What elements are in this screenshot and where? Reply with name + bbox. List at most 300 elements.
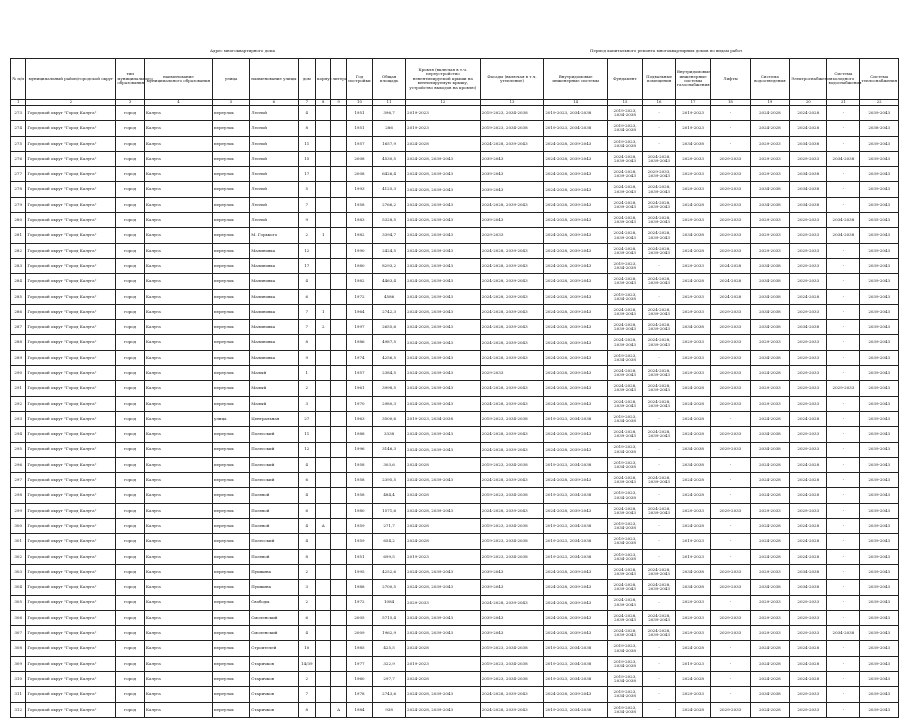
table-cell: 2019-2023, 2034-2038 (607, 121, 642, 136)
table-row (11, 197, 899, 212)
table-cell: 2029-2033 (676, 503, 711, 518)
table-cell: 2019-2023, 2034-2038 (607, 549, 642, 564)
table-cell: переулок (212, 457, 249, 472)
table-cell: город (116, 411, 145, 426)
table-row (11, 243, 899, 258)
table-cell: 2039-2043 (480, 610, 544, 625)
column-number: 7 (298, 100, 316, 106)
table-cell: 2024-2028 (676, 197, 711, 212)
table-cell: 2019-2023, 2034-2038 (480, 457, 544, 472)
table-cell: 2024-2028 (750, 411, 790, 426)
table-cell (316, 274, 331, 289)
table-row (11, 396, 899, 411)
table-cell: 2024-2028 (676, 519, 711, 534)
table-cell: 396,7 (373, 106, 406, 121)
table-cell: - (827, 457, 860, 472)
table-row (11, 289, 899, 304)
table-cell: Пушкина (250, 564, 298, 579)
table-cell: 2034-2038 (827, 213, 860, 228)
table-cell: Калуга (144, 656, 212, 671)
table-cell: 2024-2028, 2039-2043 (480, 503, 544, 518)
table-cell: 2019-2023, 2034-2038 (544, 488, 608, 503)
table-cell: 2024-2028 (750, 519, 790, 534)
table-cell: Городской округ "Город Калуга" (26, 258, 116, 273)
table-cell (331, 366, 346, 381)
table-cell: 1970 (346, 396, 372, 411)
column-header: Система холодного водоснабжения (827, 59, 860, 100)
table-cell (331, 473, 346, 488)
table-cell: 2024-2028, 2039-2043 (607, 228, 642, 243)
table-cell: город (116, 656, 145, 671)
table-cell: 1985 (346, 641, 372, 656)
table-cell: город (116, 350, 145, 365)
table-cell: 2024-2028, 2039-2043 (643, 564, 676, 579)
table-cell: 2019-2023 (676, 106, 711, 121)
table-cell: 2019-2023, 2034-2038 (480, 519, 544, 534)
table-cell: Калуга (144, 457, 212, 472)
table-cell: 3394,7 (373, 228, 406, 243)
table-cell: 2019-2023, 2034-2038 (480, 534, 544, 549)
table-cell: 2024-2028 (711, 258, 751, 273)
table-cell: Городской округ "Город Калуга" (26, 381, 116, 396)
table-cell: переулок (212, 121, 249, 136)
table-cell (316, 427, 331, 442)
table-cell (331, 381, 346, 396)
table-cell: Калуга (144, 671, 212, 686)
table-cell: 2029-2033, 2039-2043 (643, 167, 676, 182)
table-cell (331, 411, 346, 426)
table-cell: - (711, 671, 751, 686)
table-cell: Строителей (250, 641, 298, 656)
table-cell: 275 (11, 136, 26, 151)
table-cell: Калуга (144, 564, 212, 579)
table-cell: 2039-2043 (860, 610, 899, 625)
table-cell: 2034-2038 (750, 182, 790, 197)
table-cell: 2024-2028, 2039-2043 (480, 702, 544, 717)
table-cell: переулок (212, 366, 249, 381)
table-cell: 2024-2028, 2039-2043 (643, 213, 676, 228)
table-cell: переулок (212, 289, 249, 304)
table-cell: 286 (11, 304, 26, 319)
table-cell: 1983 (346, 213, 372, 228)
table-cell: город (116, 121, 145, 136)
table-cell: 2039-2043 (860, 503, 899, 518)
table-cell (331, 350, 346, 365)
table-cell: 2029-2033 (406, 595, 481, 610)
table-cell: - (711, 488, 751, 503)
table-cell: - (643, 289, 676, 304)
table-cell: 2029-2033 (750, 595, 790, 610)
table-cell: 14/39 (298, 656, 316, 671)
table-row (11, 442, 899, 457)
table-cell: - (643, 488, 676, 503)
table-cell: 1972 (346, 595, 372, 610)
table-cell: 2039-2043 (860, 136, 899, 151)
table-cell: переулок (212, 610, 249, 625)
table-row (11, 350, 899, 365)
table-cell: 2029-2033 (790, 610, 827, 625)
table-cell: 2 (298, 381, 316, 396)
table-cell: 2019-2023, 2034-2038 (607, 687, 642, 702)
table-cell: 2039-2043 (480, 564, 544, 579)
table-cell: 305 (11, 595, 26, 610)
table-cell: 2019-2023 (406, 549, 481, 564)
table-cell: 2029-2033 (711, 335, 751, 350)
table-cell: 2019-2023, 2034-2038 (544, 519, 608, 534)
table-cell: Калуга (144, 626, 212, 641)
table-cell: город (116, 702, 145, 717)
table-cell: улица (212, 411, 249, 426)
table-cell: Калуга (144, 197, 212, 212)
table-cell: 2019-2023, 2034-2038 (607, 671, 642, 686)
table-cell (316, 182, 331, 197)
table-cell: 282 (11, 243, 26, 258)
table-cell: - (643, 519, 676, 534)
table-cell: 2024-2028 (406, 136, 481, 151)
table-cell (316, 258, 331, 273)
column-header: литера (331, 59, 346, 100)
column-number: 9 (331, 100, 346, 106)
table-cell: 2039-2043 (860, 411, 899, 426)
table-row (11, 656, 899, 671)
table-cell: 2024-2028, 2039-2043 (406, 213, 481, 228)
table-cell (316, 564, 331, 579)
table-cell: 2024-2028, 2039-2043 (480, 595, 544, 610)
table-body (11, 106, 899, 718)
table-cell: город (116, 151, 145, 166)
table-cell: 2019-2023, 2034-2038 (607, 457, 642, 472)
table-cell: 300 (11, 519, 26, 534)
table-cell: 2024-2028 (750, 106, 790, 121)
table-cell: город (116, 610, 145, 625)
table-cell: 2039-2043 (860, 274, 899, 289)
table-cell: 2024-2028 (750, 671, 790, 686)
table-cell: 2008 (346, 151, 372, 166)
table-cell: 2039-2043 (860, 228, 899, 243)
table-cell: 2019-2023, 2034-2038 (607, 411, 642, 426)
table-cell: 2039-2043 (860, 687, 899, 702)
table-cell: 2034-2038 (676, 228, 711, 243)
table-cell: город (116, 228, 145, 243)
column-number: 21 (827, 100, 860, 106)
table-cell: переулок (212, 396, 249, 411)
table-cell: - (827, 182, 860, 197)
table-cell: Городской округ "Город Калуга" (26, 289, 116, 304)
table-cell: - (827, 595, 860, 610)
table-cell: - (827, 641, 860, 656)
table-cell (331, 488, 346, 503)
table-cell: 2039-2043 (480, 151, 544, 166)
table-cell (316, 626, 331, 641)
table-cell: 2024-2028 (790, 289, 827, 304)
table-cell: 2024-2028, 2039-2043 (607, 381, 642, 396)
table-cell: 2024-2028, 2039-2043 (607, 182, 642, 197)
table-row (11, 381, 899, 396)
table-row (11, 335, 899, 350)
table-cell: 4125,3 (373, 182, 406, 197)
table-cell: 2038-2043 (860, 121, 899, 136)
table-cell: 2029-2033 (711, 442, 751, 457)
table-cell: 2024-2028, 2039-2043 (607, 304, 642, 319)
table-cell: 2029-2033 (711, 626, 751, 641)
table-cell: 2034-2038 (750, 197, 790, 212)
table-cell: Городской округ "Город Калуга" (26, 641, 116, 656)
table-row (11, 534, 899, 549)
table-cell: 2039-2043 (480, 626, 544, 641)
table-row (11, 121, 899, 136)
table-cell: 2024-2028, 2039-2043 (480, 442, 544, 457)
table-cell: 3 (298, 580, 316, 595)
table-cell: город (116, 687, 145, 702)
table-cell: 2024-2028 (790, 534, 827, 549)
table-cell: 4586 (373, 289, 406, 304)
table-cell: переулок (212, 702, 249, 717)
table-cell: 1958 (346, 197, 372, 212)
table-cell: 2024-2028, 2039-2043 (480, 289, 544, 304)
table-cell: 4987,5 (373, 335, 406, 350)
table-cell: 2039-2043 (860, 320, 899, 335)
table-cell: 2024-2028, 2039-2043 (544, 228, 608, 243)
table-cell: Полесский (250, 534, 298, 549)
table-cell: 1960 (346, 671, 372, 686)
table-cell: Малиновка (250, 335, 298, 350)
table-cell: 2029-2033 (790, 427, 827, 442)
table-cell: Малиновка (250, 274, 298, 289)
table-row (11, 151, 899, 166)
table-cell: Пушкина (250, 580, 298, 595)
table-cell (316, 151, 331, 166)
table-cell: - (827, 121, 860, 136)
table-cell: переулок (212, 381, 249, 396)
table-cell: Смоленский (250, 610, 298, 625)
table-cell: 2029-2033 (790, 396, 827, 411)
table-cell: 2024-2028, 2039-2043 (480, 274, 544, 289)
table-cell (316, 289, 331, 304)
table-cell: 1959 (346, 534, 372, 549)
column-number: 5 (212, 100, 249, 106)
table-cell: Малиновка (250, 304, 298, 319)
table-cell: 1977 (346, 656, 372, 671)
table-cell (316, 473, 331, 488)
table-cell: город (116, 366, 145, 381)
column-number: 2 (26, 100, 116, 106)
table-cell: 2029-2033 (711, 228, 751, 243)
table-cell: 2024-2028, 2039-2043 (607, 167, 642, 182)
table-cell: Городской округ "Город Калуга" (26, 473, 116, 488)
table-cell: 2034-2038 (676, 580, 711, 595)
table-cell: 938 (373, 702, 406, 717)
table-cell: 17 (298, 258, 316, 273)
table-cell: Смоленский (250, 626, 298, 641)
table-cell: Калуга (144, 687, 212, 702)
table-cell: переулок (212, 656, 249, 671)
table-cell: 2019-2023, 2034-2038 (544, 671, 608, 686)
column-header: Подвальные помещения (643, 59, 676, 100)
table-cell: 2039-2043 (860, 641, 899, 656)
table-cell: 4 (298, 626, 316, 641)
table-cell: переулок (212, 534, 249, 549)
table-cell: 2024-2028, 2039-2043 (406, 626, 481, 641)
table-cell: 2024-2028 (790, 519, 827, 534)
table-cell: город (116, 519, 145, 534)
table-cell: 2024-2028 (750, 549, 790, 564)
table-cell: 2024-2028, 2039-2043 (544, 274, 608, 289)
table-cell: 2024-2028, 2039-2043 (406, 427, 481, 442)
table-cell: 2039-2043 (860, 106, 899, 121)
table-cell: 2024-2028, 2039-2043 (544, 503, 608, 518)
table-cell (331, 289, 346, 304)
table-cell: 2039-2043 (480, 213, 544, 228)
table-cell: 1961 (346, 381, 372, 396)
table-cell: Калуга (144, 427, 212, 442)
table-cell: 2024-2028, 2039-2043 (607, 396, 642, 411)
table-cell: - (827, 289, 860, 304)
table-cell: город (116, 213, 145, 228)
table-cell: 2024-2028, 2039-2043 (406, 151, 481, 166)
table-cell (331, 580, 346, 595)
table-cell: - (711, 519, 751, 534)
table-cell: город (116, 580, 145, 595)
table-cell: 2019-2023 (406, 656, 481, 671)
table-cell: 2024-2028, 2039-2043 (643, 503, 676, 518)
table-cell (331, 335, 346, 350)
table-cell: 2024-2028, 2039-2043 (480, 304, 544, 319)
table-cell: 2019-2023 (676, 121, 711, 136)
table-cell: Городской округ "Город Калуга" (26, 626, 116, 641)
table-cell: 2024-2028, 2039-2043 (480, 197, 544, 212)
table-cell: 4 (298, 519, 316, 534)
table-cell: Калуга (144, 580, 212, 595)
table-cell: - (827, 534, 860, 549)
table-row (11, 304, 899, 319)
table-row (11, 106, 899, 121)
table-cell (331, 534, 346, 549)
table-cell: переулок (212, 335, 249, 350)
table-cell (331, 243, 346, 258)
table-cell: 2029-2033 (790, 381, 827, 396)
table-cell: 302 (11, 549, 26, 564)
table-row (11, 580, 899, 595)
table-cell: Городской округ "Город Калуга" (26, 106, 116, 121)
table-cell: 2029-2033 (711, 167, 751, 182)
table-cell: 291 (11, 381, 26, 396)
column-header: улица (212, 59, 249, 100)
table-cell: Лесной (250, 213, 298, 228)
table-cell (331, 304, 346, 319)
table-cell: 2019-2023, 2034-2038 (544, 549, 608, 564)
table-cell: Лесной (250, 136, 298, 151)
table-cell (316, 243, 331, 258)
table-cell: 2039-2043 (860, 702, 899, 717)
table-cell: - (711, 136, 751, 151)
table-cell: 2029-2033 (711, 610, 751, 625)
column-number: 6 (250, 100, 298, 106)
column-header: корпус (316, 59, 331, 100)
table-cell: - (711, 595, 751, 610)
table-cell: 297 (11, 473, 26, 488)
table-cell: - (827, 671, 860, 686)
table-cell: 2024-2028, 2039-2043 (643, 228, 676, 243)
table-cell: город (116, 258, 145, 273)
table-cell: 425,5 (373, 641, 406, 656)
table-cell (316, 549, 331, 564)
repair-schedule-table (10, 58, 899, 718)
table-cell: 2019-2023, 2034-2038 (480, 411, 544, 426)
table-cell: 294 (11, 427, 26, 442)
table-cell: 2029-2033 (790, 213, 827, 228)
table-cell: 2039-2043 (860, 549, 899, 564)
table-cell: - (711, 687, 751, 702)
table-cell: 2743,6 (373, 687, 406, 702)
table-cell: Калуга (144, 151, 212, 166)
table-cell: 2029-2033 (711, 182, 751, 197)
table-cell: Городской округ "Город Калуга" (26, 366, 116, 381)
table-cell: Калуга (144, 213, 212, 228)
table-cell: 15 (298, 151, 316, 166)
table-cell (316, 457, 331, 472)
table-cell: Калуга (144, 274, 212, 289)
table-cell: 2039-2043 (860, 366, 899, 381)
table-cell: 2024-2028 (750, 702, 790, 717)
table-cell: 2024-2028 (790, 411, 827, 426)
table-cell: 2024-2028, 2039-2043 (607, 595, 642, 610)
table-cell (316, 656, 331, 671)
table-cell: Старичков (250, 702, 298, 717)
table-cell: - (827, 473, 860, 488)
table-cell: 1958 (346, 457, 372, 472)
table-cell: 2024-2028, 2039-2043 (544, 182, 608, 197)
table-cell: 2029-2033 (790, 243, 827, 258)
table-cell: Городской округ "Город Калуга" (26, 243, 116, 258)
table-cell: - (643, 121, 676, 136)
table-cell: 8293,2 (373, 258, 406, 273)
column-number: 13 (480, 100, 544, 106)
table-cell: 3 (298, 396, 316, 411)
table-cell: 278 (11, 182, 26, 197)
table-cell: 2029-2033 (750, 626, 790, 641)
table-cell: 2024-2028, 2039-2043 (544, 381, 608, 396)
table-cell: - (643, 549, 676, 564)
table-cell: 2024-2028, 2039-2043 (406, 274, 481, 289)
table-cell: 2024-2028 (676, 427, 711, 442)
table-cell: 2019-2023, 2034-2038 (607, 519, 642, 534)
table-cell: 2024-2028, 2039-2043 (480, 320, 544, 335)
table-cell: - (827, 564, 860, 579)
table-cell: Калуга (144, 258, 212, 273)
table-cell (331, 595, 346, 610)
table-cell: - (643, 106, 676, 121)
table-cell: 1980 (346, 258, 372, 273)
table-cell: 2034-2038 (750, 580, 790, 595)
table-cell: 2029-2033 (711, 350, 751, 365)
table-cell: 4 (298, 457, 316, 472)
column-number: 1 (11, 100, 26, 106)
table-cell: - (643, 656, 676, 671)
table-cell: 9 (298, 213, 316, 228)
table-cell: 2029-2033 (750, 151, 790, 166)
table-cell: 2019-2023, 2034-2038 (544, 702, 608, 717)
table-cell: 1964 (346, 304, 372, 319)
table-row (11, 274, 899, 289)
table-cell: Малый (250, 396, 298, 411)
table-cell: переулок (212, 564, 249, 579)
table-cell: переулок (212, 442, 249, 457)
table-cell: 2024-2028, 2039-2043 (406, 366, 481, 381)
table-cell: Калуга (144, 488, 212, 503)
table-cell: 308 (11, 641, 26, 656)
table-cell: - (711, 411, 751, 426)
table-cell (331, 519, 346, 534)
